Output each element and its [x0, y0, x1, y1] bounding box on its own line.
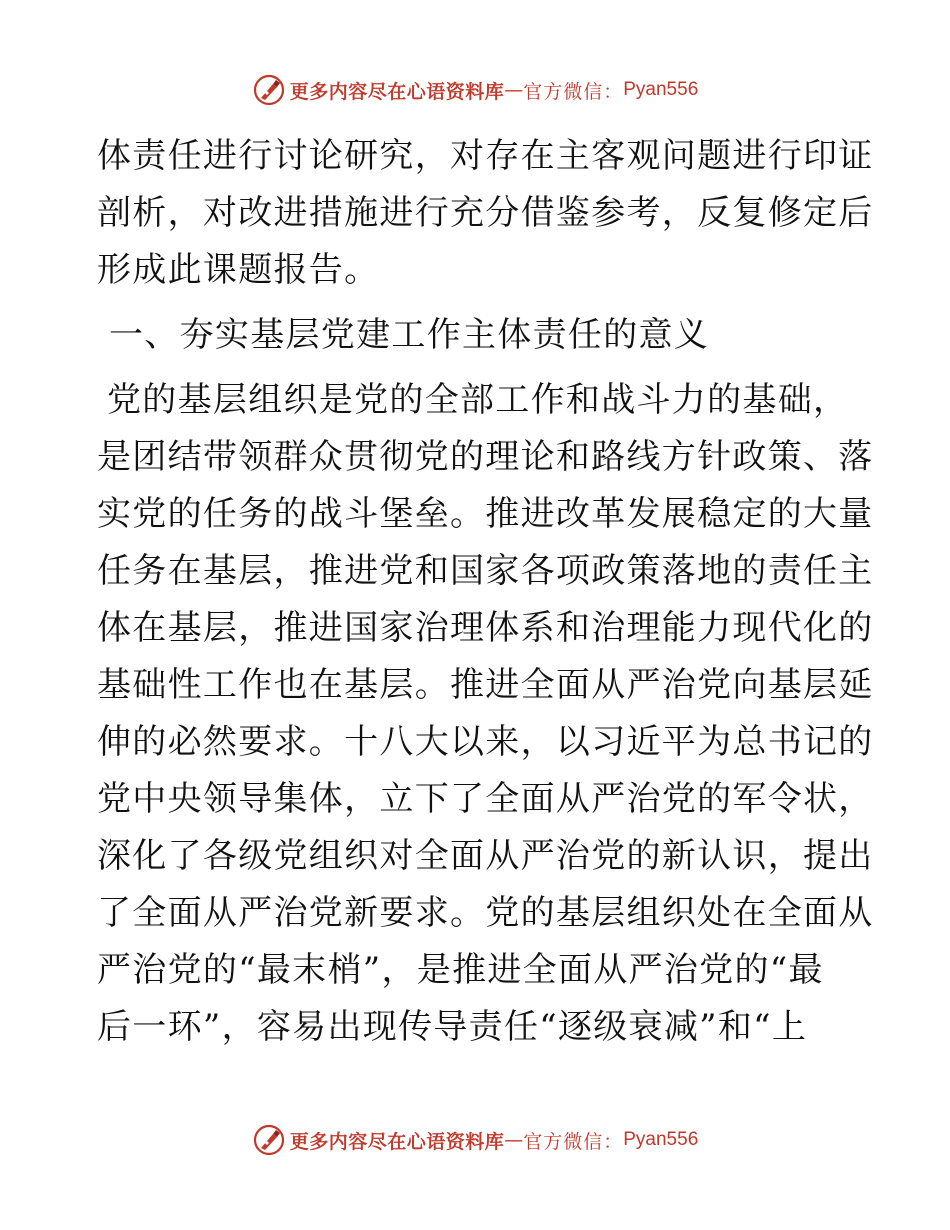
section-heading: 一、夯实基层党建工作主体责任的意义 — [109, 315, 710, 355]
pen-nib-logo-icon — [252, 1123, 286, 1157]
pen-nib-logo-icon — [252, 73, 286, 107]
banner-wechat-label: 官方微信： — [523, 1130, 624, 1153]
body-line: 任务在基层，推进党和国家各项政策落地的责任主 — [97, 551, 874, 591]
body-line: 基础性工作也在基层。推进全面从严治党向基层延 — [97, 665, 874, 705]
body-line: 体在基层，推进国家治理体系和治理能力现代化的 — [97, 608, 874, 648]
banner-separator: — — [504, 1129, 524, 1151]
body-line: 实党的任务的战斗堡垒。推进改革发展稳定的大量 — [97, 494, 874, 534]
footer-banner — [0, 1120, 950, 1160]
body-line: 后一环”，容易出现传导责任“逐级衰减”和“上 — [97, 1007, 808, 1047]
body-line: 党的基层组织是党的全部工作和战斗力的基础， — [107, 380, 849, 420]
body-line: 党中央领导集体，立下了全面从严治党的军令状， — [97, 779, 874, 819]
banner-wechat-id: Pyan556 — [623, 1129, 699, 1150]
banner-main-text: 更多内容尽在心语资料库 — [289, 1130, 505, 1153]
body-line: 深化了各级党组织对全面从严治党的新认识，提出 — [97, 836, 874, 876]
banner-wechat-id: Pyan556 — [623, 79, 699, 100]
body-line: 严治党的“最末梢”，是推进全面从严治党的“最 — [97, 950, 824, 990]
banner-wechat-label: 官方微信： — [523, 80, 624, 103]
banner-main-text: 更多内容尽在心语资料库 — [289, 80, 505, 103]
intro-line: 体责任进行讨论研究，对存在主客观问题进行印证 — [97, 136, 874, 176]
body-line: 了全面从严治党新要求。党的基层组织处在全面从 — [97, 893, 874, 933]
intro-line: 形成此课题报告。 — [97, 250, 380, 290]
body-line: 是团结带领群众贯彻党的理论和路线方针政策、落 — [97, 437, 874, 477]
intro-line: 剖析，对改进措施进行充分借鉴参考，反复修定后 — [97, 193, 874, 233]
header-banner — [0, 70, 950, 110]
body-line: 伸的必然要求。十八大以来，以习近平为总书记的 — [97, 722, 874, 762]
document-content — [97, 128, 874, 1056]
banner-separator: — — [504, 79, 524, 101]
